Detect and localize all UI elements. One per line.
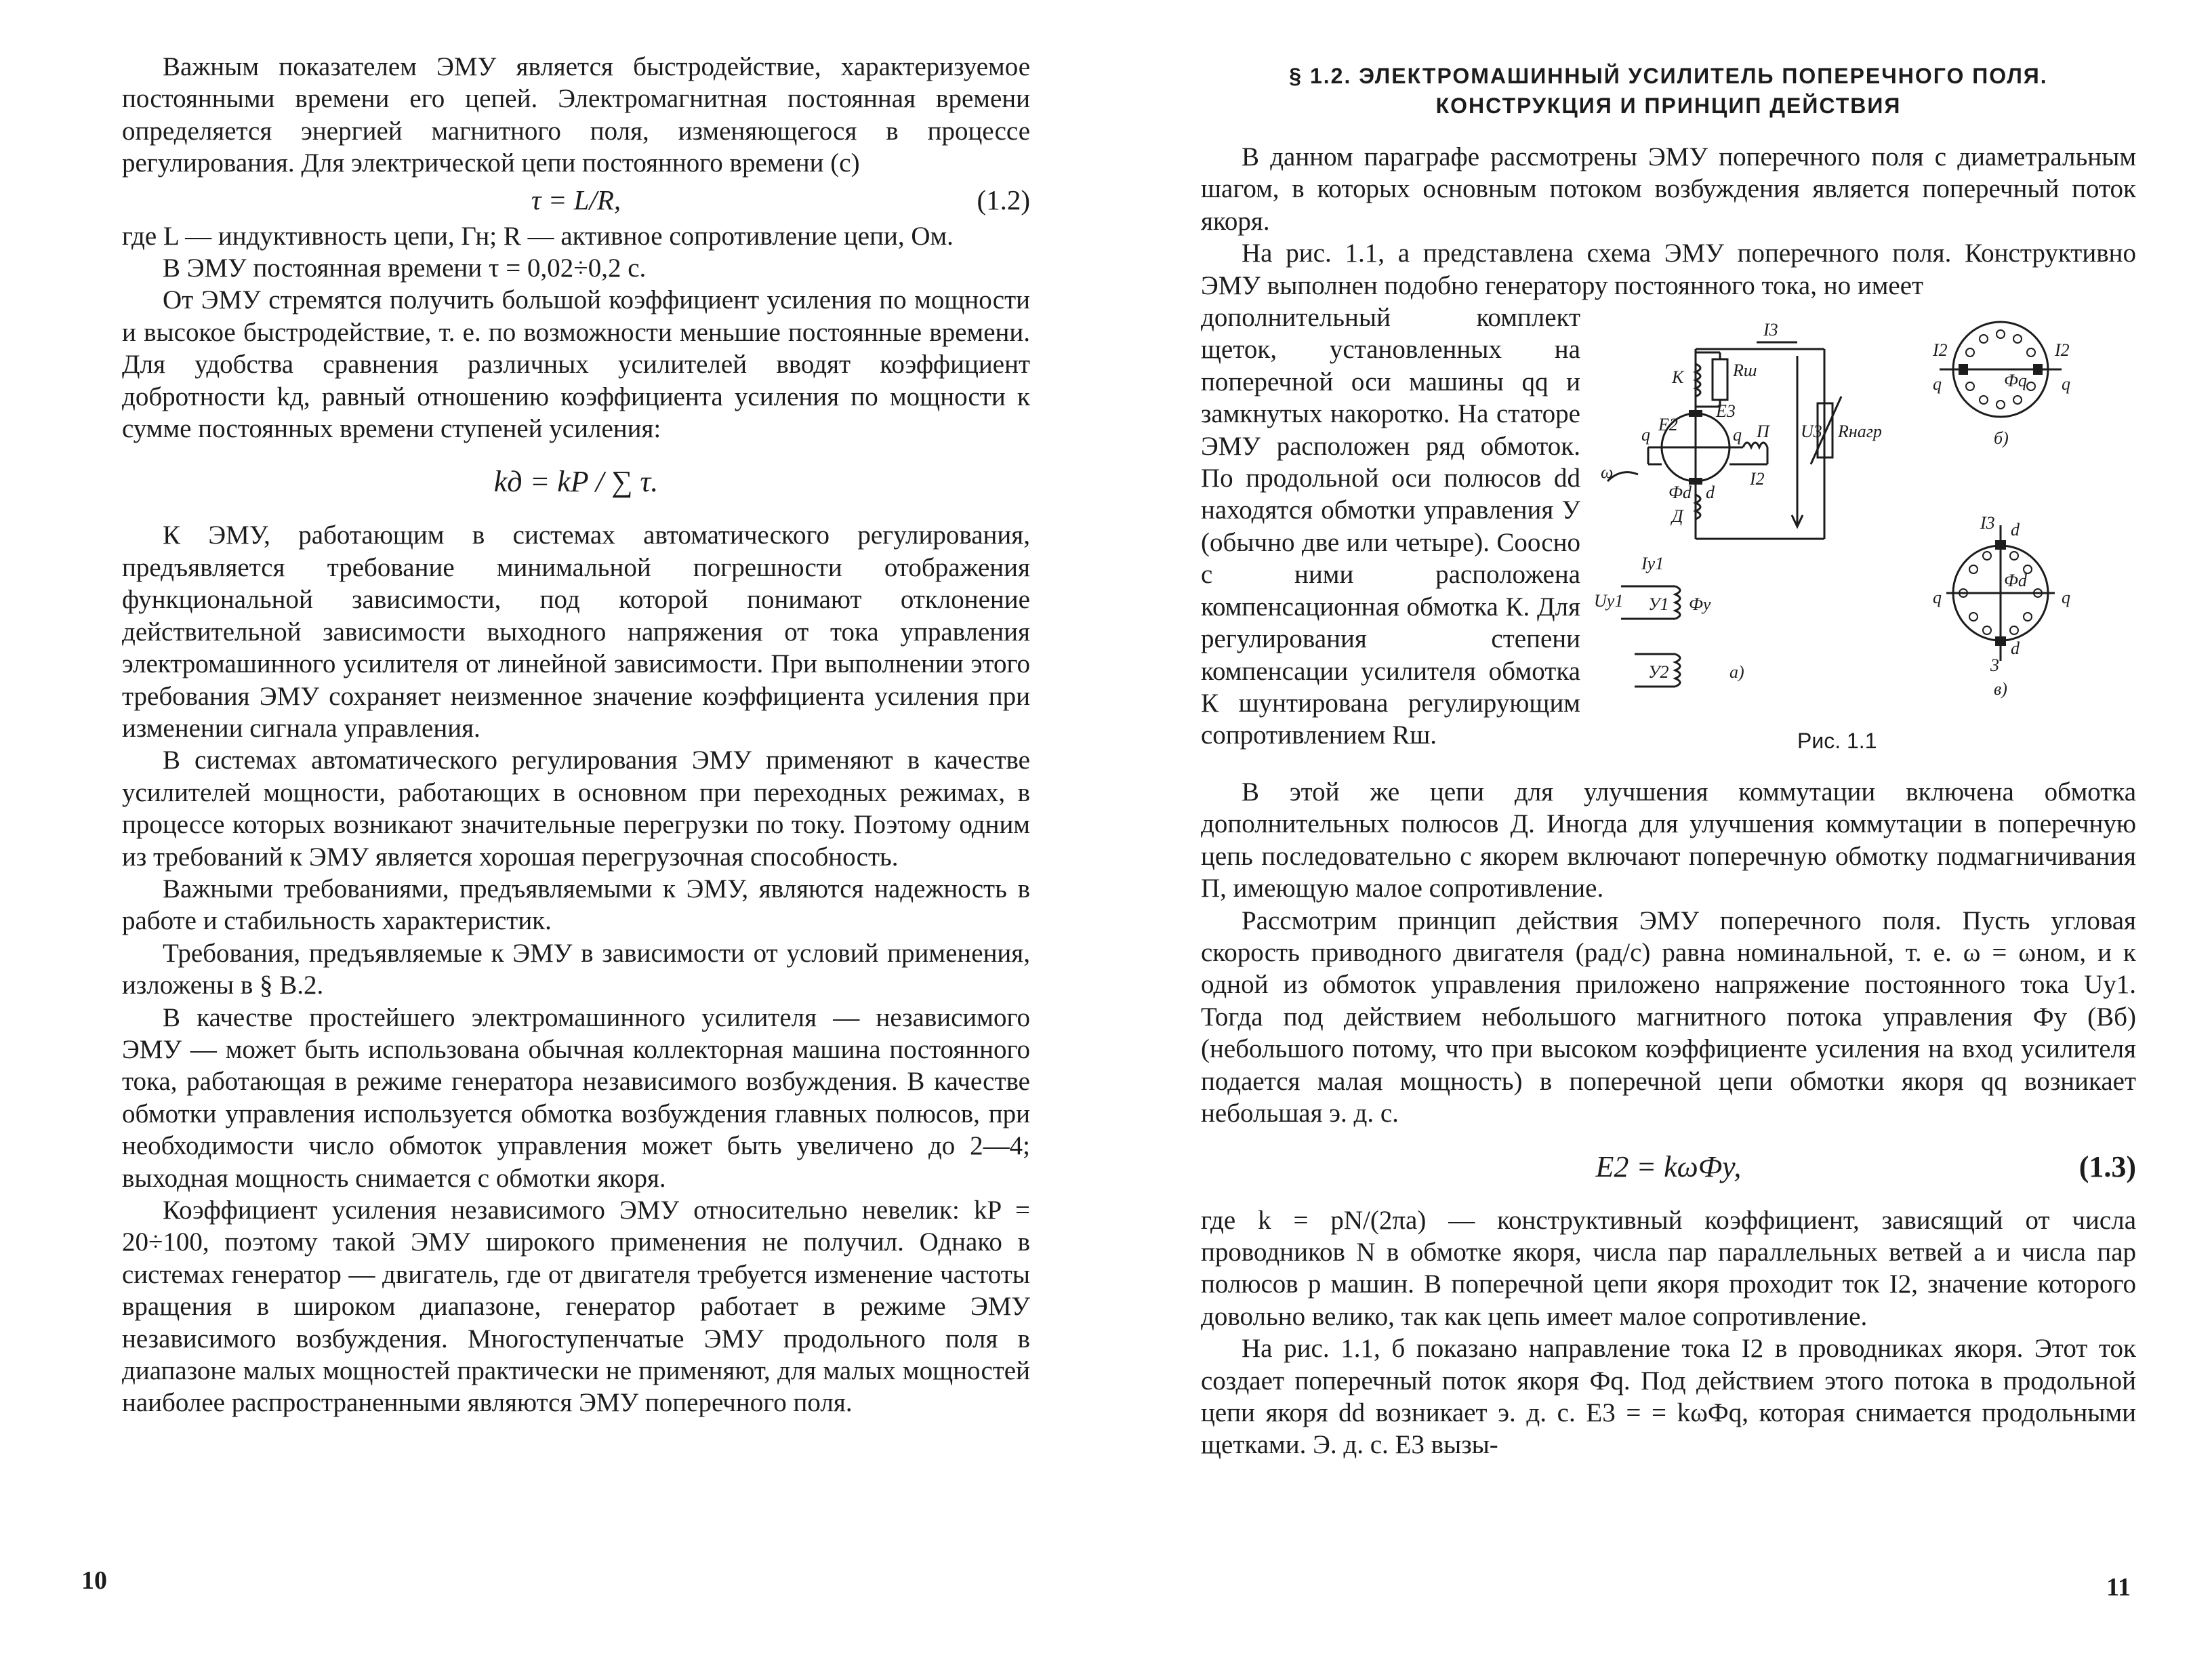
label: I3 <box>1980 513 1995 533</box>
right-page <box>1106 0 2212 1670</box>
label: К <box>1672 367 1684 388</box>
figure-side-text <box>1201 302 1580 752</box>
brushes <box>1689 364 2043 646</box>
equation-number: (1.2) <box>977 184 1030 216</box>
label: q <box>2062 374 2070 394</box>
label: Фу <box>1689 594 1711 615</box>
label: Д <box>1672 506 1683 527</box>
formula-expression: kд = kP / ∑ τ. <box>493 465 659 499</box>
paragraph: В качестве простейшего электромашинного усилителя — независимого ЭМУ — может быть использована обычная коллекторная машина постоянного тока, работающая в режиме генератора независимого возбуждения. В качестве обмотки управления используется обмотка возбуждения главных полюсов, при необходимости число обмоток управления может быть увеличено до 2—4; выходная мощность снимается с обмотки якоря. <box>122 1002 1030 1193</box>
label: U3 <box>1801 422 1822 442</box>
label: I2 <box>1933 340 1948 361</box>
paragraph: В данном параграфе рассмотрены ЭМУ поперечного поля с диаметральным шагом, в которых основным потоком возбуждения является поперечный поток якоря. <box>1201 142 2136 236</box>
paragraph: дополнительный комплект щеток, установленных на поперечной оси машины qq и замкнутых накоротко. На статоре ЭМУ расположен ряд обмоток. По продольной оси полюсов dd находятся обмотки управления У (обычно две или четыре). Соосно с ними расположена компенсационная обмотка К. Для регулирования степени компенсации усилителя обмотка К шунтирована регулирующим сопротивлением Rш. <box>1201 303 1580 750</box>
winding-p <box>1743 443 1767 447</box>
label: Uу1 <box>1594 591 1624 611</box>
paragraph: От ЭМУ стремятся получить большой коэффициент усиления по мощности и высокое быстродействие, т. е. по возможности меньшие постоянные времени. Для удобства сравнения различных усилителей вводят коэффициент добротности kд, равный отношению коэффициента усиления по мощности к сумме постоянных времени ступеней усиления: <box>122 285 1030 444</box>
label: q <box>1733 425 1742 445</box>
label: d <box>2011 638 2020 659</box>
winding-y2 <box>1675 654 1680 687</box>
label: d <box>1706 483 1715 503</box>
paragraph: Коэффициент усиления независимого ЭМУ относительно невелик: kP = 20÷100, поэтому такой ЭМУ широкого применения не получил. Однако в системах генератор — двигатель, где от двигателя требуется изменение частоты вращения в широком диапазоне, генератор работает в режиме ЭМУ независимого возбуждения. Многоступенчатые ЭМУ продольного поля в диапазоне малых мощностей практически не применяют, для малых мощностей наиболее распространенными являются ЭМУ поперечного поля. <box>122 1196 1030 1418</box>
paragraph: Важным показателем ЭМУ является быстродействие, характеризуемое постоянными времени его цепей. Электромагнитная постоянная времени определяется энергией магнитного поля, изменяющегося в процессе регулирования. Для электрической цепи постоянного времени (с) <box>122 52 1030 178</box>
label: d <box>2011 520 2020 540</box>
winding-y1 <box>1675 586 1680 619</box>
heading-line-1: § 1.2. ЭЛЕКТРОМАШИННЫЙ УСИЛИТЕЛЬ ПОПЕРЕЧНОГО ПОЛЯ. <box>1289 64 2048 88</box>
formula-quality-factor <box>122 445 1030 519</box>
paragraph: К ЭМУ, работающим в системах автоматического регулирования, предъявляется требование минимальной погрешности отображения функциональной зависимости, под которой понимают отклонение действительной зависимости выходного напряжения от тока управления электромашинного усилителя от линейной зависимости. При выполнении этого требования ЭМУ сохраняет неизменное значение коэффициента усиления при изменении сигнала управления. <box>122 521 1030 743</box>
formula-1-2 <box>122 180 1030 220</box>
formula-1-3 <box>1201 1130 2136 1204</box>
label: q <box>1933 374 1942 394</box>
paragraph: где k = pN/(2πa) — конструктивный коэффициент, зависящий от числа проводников N в обмотке якоря, числа пар параллельных ветвей a и числа пар полюсов p машин. В поперечной цепи якоря проходит ток I2, значение которого довольно велико, так как цепь имеет малое сопротивление. <box>1201 1205 2136 1331</box>
label: в) <box>1994 679 2007 699</box>
label: а) <box>1729 662 1744 683</box>
label: б) <box>1994 428 2009 449</box>
circuit-diagram <box>1594 302 2136 722</box>
paragraph: В системах автоматического регулирования ЭМУ применяют в качестве усилителей мощности, работающих в основном при переходных режимах, в процессе которых возникают значительные перегрузки по току. Поэтому одним из требований к ЭМУ является хорошая перегрузочная способность. <box>122 746 1030 872</box>
label: У1 <box>1648 594 1669 615</box>
label: I2 <box>2055 340 2070 361</box>
paragraph: На рис. 1.1, б показано направление тока I2 в проводниках якоря. Этот ток создает поперечный поток якоря Фq. Под действием этого потока в продольной цепи якоря dd возникает э. д. с. E3 = = kωФq, которая снимается продольными щетками. Э. д. с. E3 вызы- <box>1201 1334 2136 1460</box>
page-number: 11 <box>2106 1573 2131 1602</box>
page-number: 10 <box>81 1566 107 1595</box>
paragraph: Требования, предъявляемые к ЭМУ в зависимости от условий применения, изложены в § В.2. <box>122 938 1030 1000</box>
figure-wrap <box>1201 302 2136 776</box>
resistor-rsh <box>1713 359 1727 400</box>
paragraph: Важными требованиями, предъявляемыми к ЭМУ, являются надежность в работе и стабильность характеристик. <box>122 874 1030 936</box>
section-heading <box>1201 61 2136 121</box>
paragraph: где L — индуктивность цепи, Гн; R — активное сопротивление цепи, Ом. <box>122 221 954 251</box>
label: Rнагр <box>1838 422 1882 442</box>
paragraph: В этой же цепи для улучшения коммутации включена обмотка дополнительных полюсов Д. Иногда для улучшения коммутации в поперечную цепь последовательно с якорем включают поперечную обмотку подмагничивания П, имеющую малое сопротивление. <box>1201 777 2136 903</box>
heading-line-2: КОНСТРУКЦИЯ И ПРИНЦИП ДЕЙСТВИЯ <box>1435 94 1902 118</box>
label: ω <box>1601 462 1614 483</box>
label: E3 <box>1716 401 1736 422</box>
figure-caption: Рис. 1.1 <box>1797 729 1877 754</box>
label: Rш <box>1733 361 1757 381</box>
label: Фq <box>2004 371 2027 391</box>
formula-expression: τ = L/R, <box>531 184 621 216</box>
label: Фd <box>1668 483 1692 503</box>
label: I2 <box>1750 469 1765 489</box>
formula-expression: E2 = kωФу, <box>1595 1149 1742 1183</box>
label: E2 <box>1658 415 1678 435</box>
label: I3 <box>1763 320 1778 340</box>
label: q <box>1933 588 1942 608</box>
paragraph: Рассмотрим принцип действия ЭМУ поперечного поля. Пусть угловая скорость приводного двигателя (рад/с) равна номинальной, т. е. ω = ωном, и к одной из обмоток управления приложено напряжение постоянного тока Uу1. Тогда под действием небольшого магнитного потока управления Фу (Вб) (небольшого потому, что при высоком коэффициенте усиления на вход усилителя подается малая мощность) в поперечной цепи обмотки якоря qq возникает небольшая э. д. с. <box>1201 905 2136 1128</box>
label: У2 <box>1648 662 1669 683</box>
left-text-column <box>122 51 1030 1419</box>
label: Iу1 <box>1641 554 1664 574</box>
label: q <box>2062 588 2070 608</box>
paragraph: На рис. 1.1, а представлена схема ЭМУ поперечного поля. Конструктивно ЭМУ выполнен подобно генератору постоянного тока, но имеет <box>1201 239 2136 300</box>
paragraph: В ЭМУ постоянная времени τ = 0,02÷0,2 с. <box>163 253 647 283</box>
label: Фd <box>2004 571 2027 591</box>
equation-number: (1.3) <box>2078 1149 2136 1183</box>
right-text-column <box>1201 61 2136 1461</box>
label: q <box>1641 425 1650 445</box>
label: 3 <box>1990 655 1999 676</box>
figure-1-1 <box>1594 302 2136 776</box>
label: П <box>1757 422 1769 442</box>
